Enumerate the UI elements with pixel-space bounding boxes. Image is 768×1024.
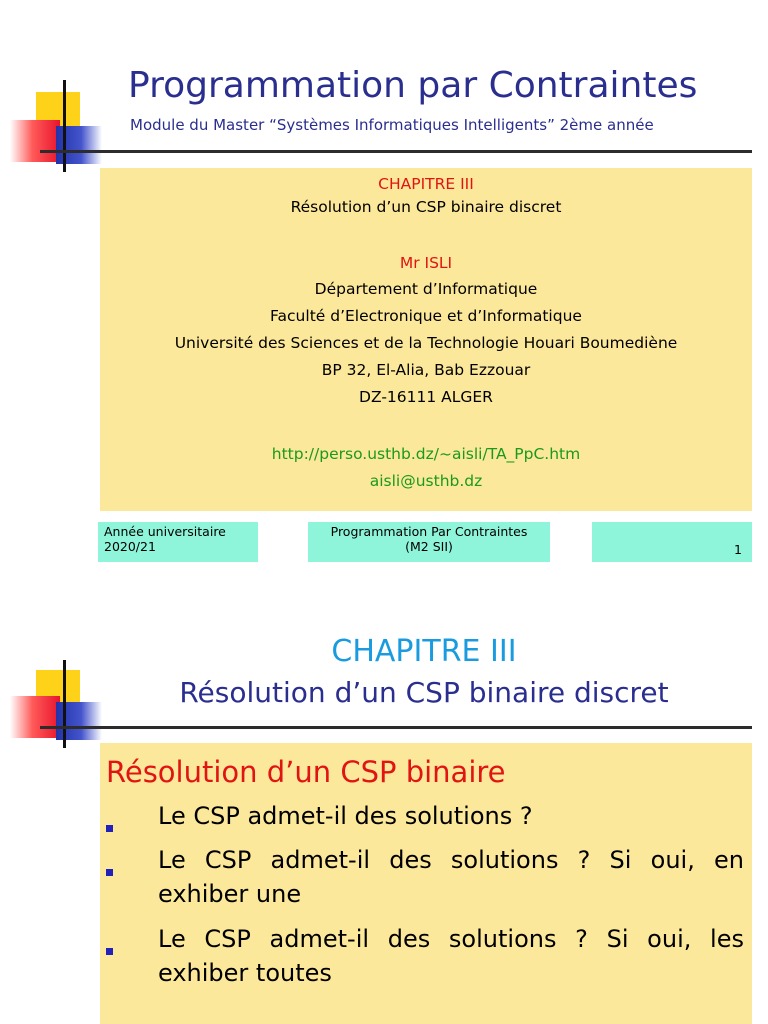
postal-address: BP 32, El-Alia, Bab Ezzouar (321, 361, 531, 379)
bullet-marker (106, 948, 113, 955)
faculty: Faculté d’Electronique et d’Informatique (270, 307, 582, 325)
slide-title: Résolution d’un CSP binaire discret (179, 676, 669, 709)
bullet-item-3: Le CSP admet-il des solutions ? Si oui, les exhiber toutes (158, 925, 744, 987)
course-url-link[interactable]: http://perso.usthb.dz/~aisli/TA_PpC.htm (271, 445, 581, 463)
title-rule (40, 150, 752, 153)
logo-red-square (10, 696, 60, 738)
logo-vertical-line (63, 80, 66, 172)
bullet-item-2: Le CSP admet-il des solutions ? Si oui, en exhiber une (158, 846, 744, 908)
slide-logo (0, 80, 110, 190)
chapter-label: CHAPITRE III (378, 175, 474, 193)
presentation-subtitle: Module du Master “Systèmes Informatiques Intelligents” 2ème année (130, 116, 654, 134)
logo-vertical-line (63, 660, 66, 748)
content-heading: Résolution d’un CSP binaire (106, 755, 506, 789)
bullet-item-1: Le CSP admet-il des solutions ? (158, 802, 533, 830)
title-content-box (100, 168, 752, 511)
slide-2 (0, 512, 768, 1024)
slide-logo (0, 660, 110, 770)
footer-course-level: (M2 SII) (405, 539, 453, 554)
city: DZ-16111 ALGER (359, 388, 493, 406)
chapter-label: CHAPITRE III (331, 634, 517, 669)
footer-year-value: 2020/21 (104, 539, 156, 554)
footer-course-name: Programmation Par Contraintes (330, 524, 528, 539)
footer-year-label: Année universitaire (104, 524, 226, 539)
title-rule (40, 726, 752, 729)
content-box (100, 743, 752, 1024)
page-number: 1 (734, 542, 742, 557)
bullet-marker (106, 825, 113, 832)
presentation-title: Programmation par Contraintes (128, 65, 698, 106)
logo-red-square (10, 120, 60, 162)
university: Université des Sciences et de la Technologie Houari Boumediène (174, 334, 678, 352)
chapter-title: Résolution d’un CSP binaire discret (290, 198, 562, 216)
bullet-marker (106, 869, 113, 876)
author-name: Mr ISLI (399, 254, 453, 272)
department: Département d’Informatique (314, 280, 538, 298)
email-link[interactable]: aisli@usthb.dz (369, 472, 483, 490)
